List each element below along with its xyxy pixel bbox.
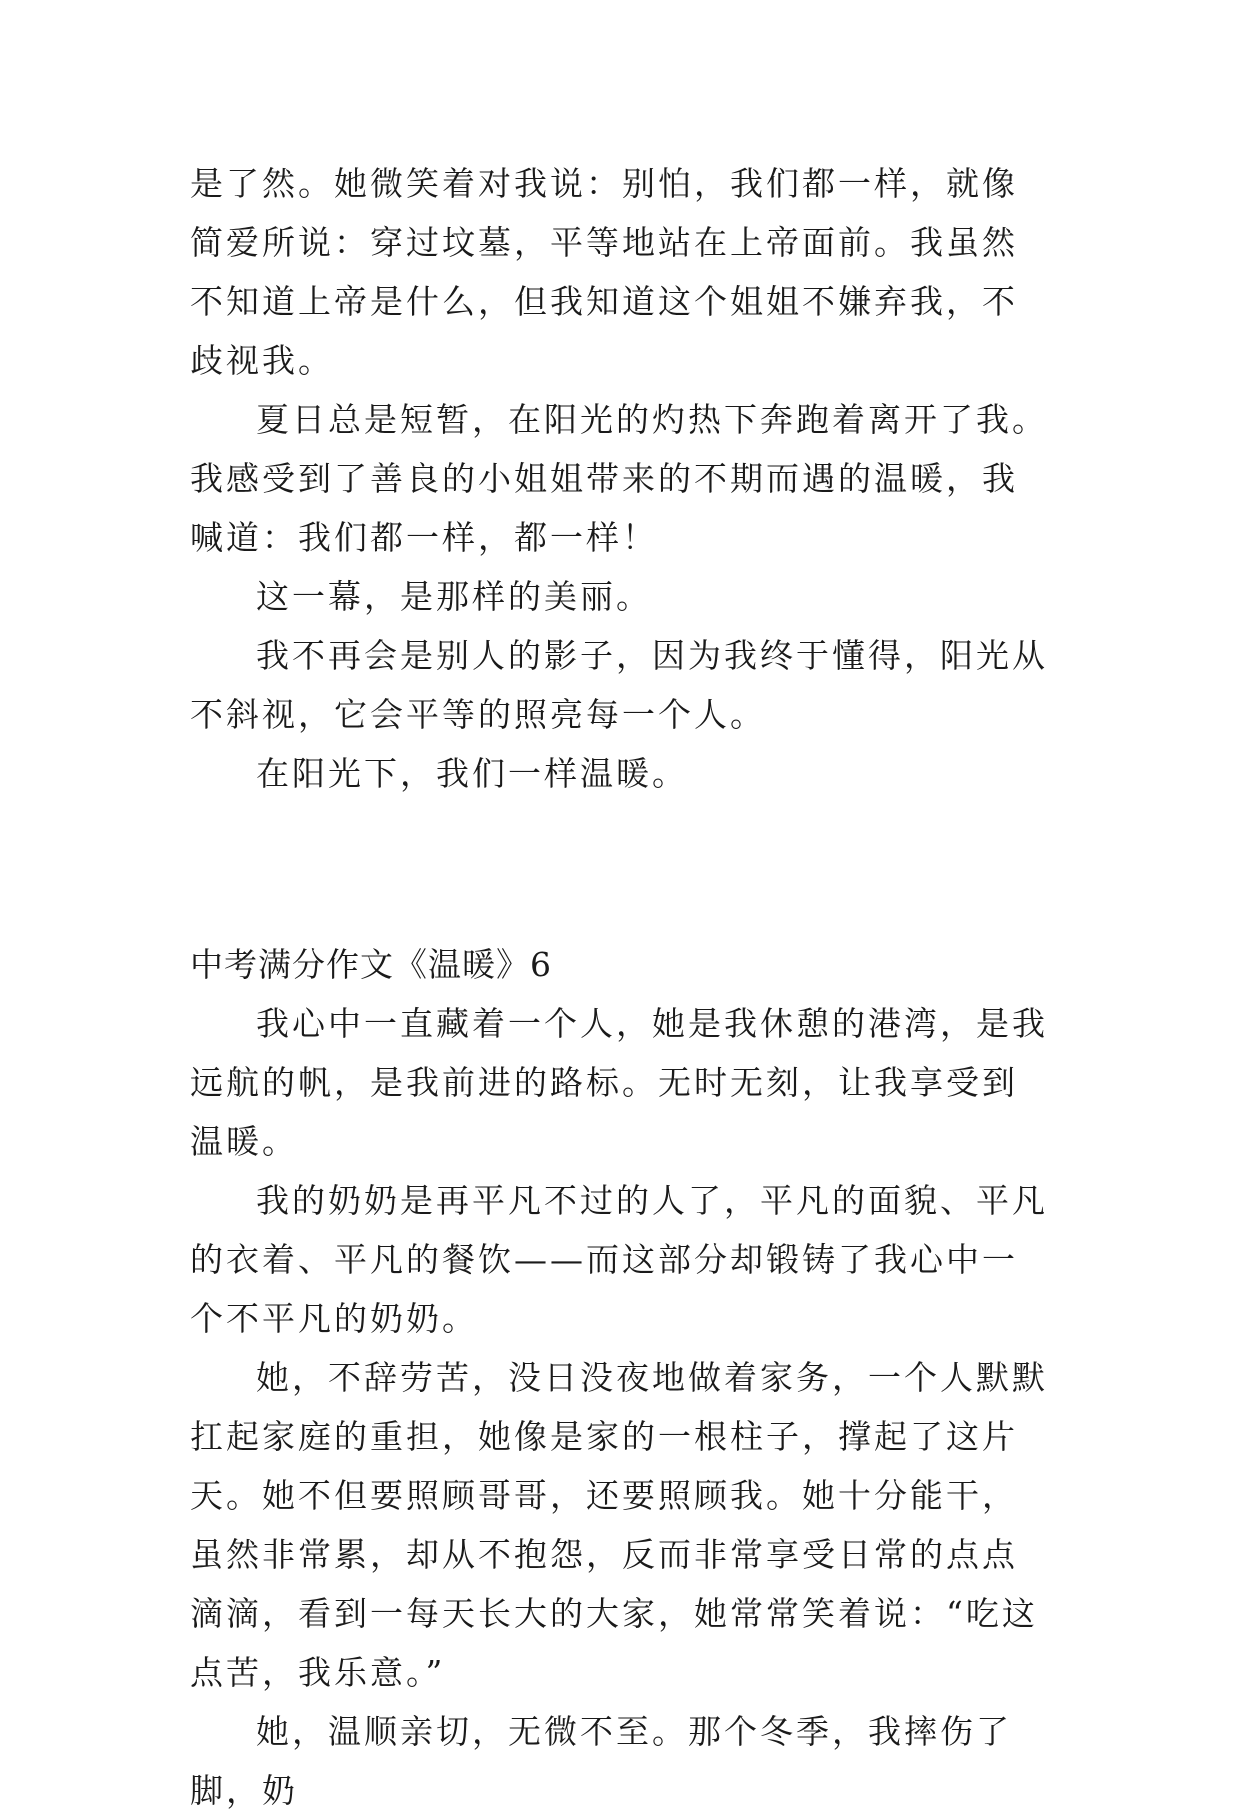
paragraph: 她，不辞劳苦，没日没夜地做着家务，一个人默默扛起家庭的重担，她像是家的一根柱子，撑起了这片天。她不但要照顾哥哥，还要照顾我。她十分能干，虽然非常累，却从不抱怨，反而非常享受日常的点点滴滴，看到一每天长大的大家，她常常笑着说：“吃这点苦，我乐意。” (190, 1358, 1048, 1692)
paragraph-continued: 是了然。她微笑着对我说：别怕，我们都一样，就像简爱所说：穿过坟墓，平等地站在上帝面前。我虽然不知道上帝是什么，但我知道这个姐姐不嫌弃我，不歧视我。 (190, 164, 1018, 380)
paragraph: 我的奶奶是再平凡不过的人了，平凡的面貌、平凡的衣着、平凡的餐饮——而这部分却锻铸了我心中一个不平凡的奶奶。 (190, 1181, 1048, 1338)
paragraph: 我心中一直藏着一个人，她是我休憩的港湾，是我远航的帆，是我前进的路标。无时无刻，让我享受到温暖。 (190, 1004, 1048, 1161)
paragraph: 这一幕，是那样的美丽。 (256, 577, 652, 616)
article-body-part-two (190, 935, 1052, 1820)
paragraph: 夏日总是短暂，在阳光的灼热下奔跑着离开了我。我感受到了善良的小姐姐带来的不期而遇的温暖，我喊道：我们都一样，都一样！ (190, 400, 1048, 557)
paragraph: 她，温顺亲切，无微不至。那个冬季，我摔伤了脚，奶 (190, 1712, 1012, 1810)
section-title: 中考满分作文《温暖》6 (190, 945, 552, 984)
paragraph: 在阳光下，我们一样温暖。 (256, 754, 688, 793)
article-body-part-one (190, 154, 1052, 803)
paragraph: 我不再会是别人的影子，因为我终于懂得，阳光从不斜视，它会平等的照亮每一个人。 (190, 636, 1048, 734)
